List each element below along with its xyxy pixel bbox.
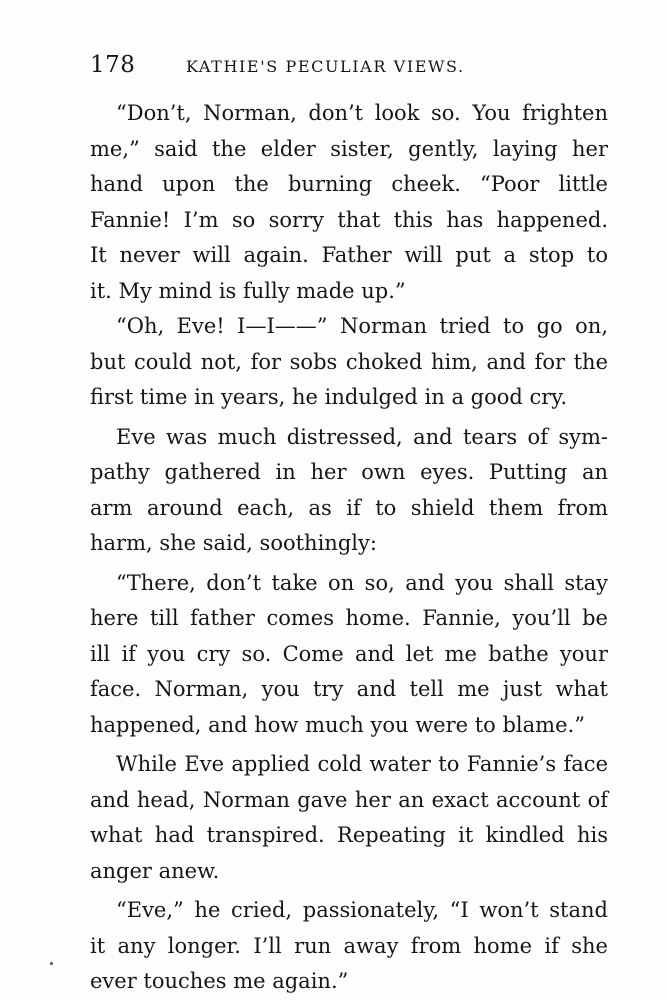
paragraph-2 <box>90 309 608 416</box>
page-header <box>90 52 605 82</box>
text-line: While Eve applied cold water to Fannie’s face <box>116 752 608 776</box>
text-line: it. My mind is fully made up.” <box>90 278 406 303</box>
text-line: “Oh, Eve! I—I——” Norman tried to go on, <box>116 314 608 338</box>
text-line: harm, she said, soothingly: <box>90 531 377 555</box>
paragraph-4 <box>90 566 608 744</box>
text-line: “There, don’t take on so, and you shall stay <box>116 570 608 595</box>
text-line: what had transpired. Repeating it kindled his <box>90 823 608 847</box>
text-line: “Don’t, Norman, don’t look so. You frighten <box>116 101 608 125</box>
ink-speck <box>50 962 53 965</box>
body-text <box>90 96 608 1000</box>
text-line: it any longer. I’ll run away from home if she <box>90 933 608 958</box>
page-number: 178 <box>90 52 136 78</box>
text-line: happened, and how much you were to blame.” <box>90 712 585 737</box>
text-line: arm around each, as if to shield them from <box>90 495 608 520</box>
text-line: and head, Norman gave her an exact account of <box>90 787 608 812</box>
text-line: ever touches me again.” <box>90 969 349 993</box>
text-line: pathy gathered in her own eyes. Putting an <box>90 460 608 484</box>
text-line: Fannie! I’m so sorry that this has happened. <box>90 207 608 232</box>
text-line: me,” said the elder sister, gently, laying her <box>90 136 608 161</box>
text-line: but could not, for sobs choked him, and for the <box>90 349 608 374</box>
paragraph-6 <box>90 893 608 1000</box>
text-line: “Eve,” he cried, passionately, “I won’t stand <box>116 898 608 922</box>
text-line: anger anew. <box>90 858 220 883</box>
text-line: ill if you cry so. Come and let me bathe your <box>90 641 608 666</box>
paragraph-5 <box>90 747 608 889</box>
text-line: Eve was much distressed, and tears of sym- <box>116 424 608 449</box>
paragraph-3 <box>90 420 608 562</box>
text-line: It never will again. Father will put a stop to <box>90 243 608 267</box>
paragraph-1 <box>90 96 608 309</box>
running-title: KATHIE'S PECULIAR VIEWS. <box>186 57 465 76</box>
text-line: hand upon the burning cheek. “Poor little <box>90 172 608 196</box>
text-line: here till father comes home. Fannie, you’ll be <box>90 606 608 630</box>
text-line: face. Norman, you try and tell me just what <box>90 677 608 701</box>
text-line: first time in years, he indulged in a good cry. <box>90 385 568 409</box>
